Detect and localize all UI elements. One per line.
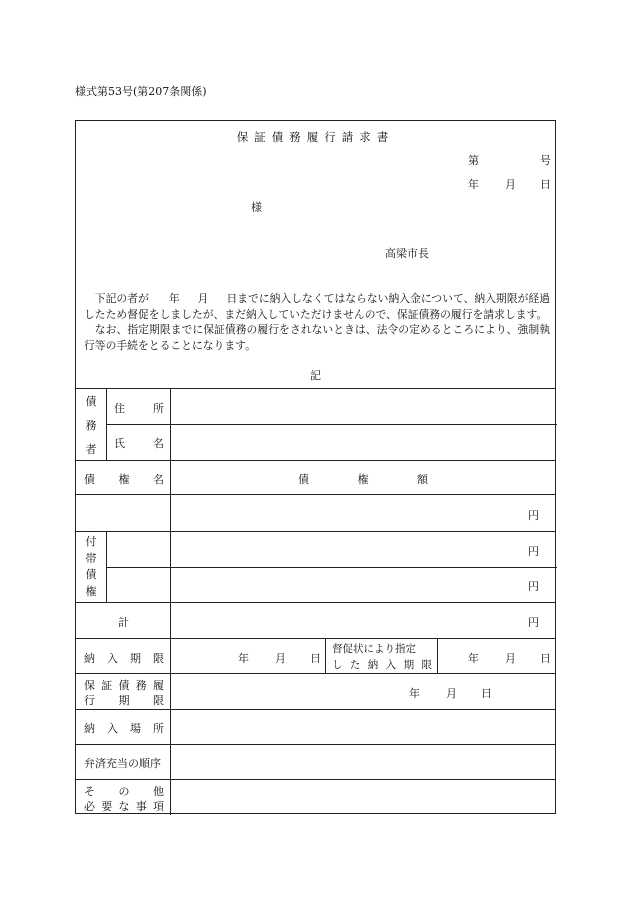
reminder-due-label-line1: 督促状により指定 <box>332 643 416 655</box>
guarantee-deadline-day: 日 <box>481 687 492 700</box>
date-month: 月 <box>505 178 516 191</box>
table-top-line <box>76 388 555 389</box>
address-field[interactable] <box>172 390 555 423</box>
ki-label: 記 <box>310 369 321 382</box>
date-day: 日 <box>540 178 551 191</box>
yen-unit: 円 <box>528 509 539 522</box>
guarantee-deadline-label-line1: 保 証 債 務 履 <box>84 679 164 692</box>
col-line <box>437 638 438 673</box>
body-paragraph-1: 下記の者が 年 月 日までに納入しなくてはならない納入金について、納入期限が経過したため督促をしましたが、まだ納入していただけませんので、保証債務の履行を請求します。 <box>84 292 551 321</box>
attached-claim-label: 付 帯 債 権 <box>85 535 97 598</box>
claim-amount-header: 債 権 額 <box>298 473 428 486</box>
other-matters-label-line1: そ の 他 <box>84 785 164 798</box>
col-line <box>106 388 107 460</box>
yen-unit: 円 <box>528 616 539 629</box>
repayment-order-field[interactable] <box>172 746 555 778</box>
debtor-label: 債 務 者 <box>85 395 97 456</box>
repayment-order-label: 弁済充当の順序 <box>84 757 161 770</box>
guarantee-deadline-label-line2: 行 期 限 <box>84 694 164 707</box>
row-line <box>76 494 555 495</box>
row-line-attached <box>106 567 557 568</box>
guarantee-deadline-month: 月 <box>446 687 457 700</box>
form-title: 保証債務履行請求書 <box>236 130 395 144</box>
body-paragraph-2: なお、指定期限までに保証債務の履行をされないときは、法令の定めるところにより、強制執行等の手続をとることになります。 <box>84 323 550 352</box>
other-matters-field[interactable] <box>172 781 555 813</box>
payment-place-field[interactable] <box>172 711 555 743</box>
row-line <box>76 779 555 780</box>
row-line <box>76 638 555 639</box>
col-line <box>325 638 326 673</box>
claim-name-field[interactable] <box>78 496 168 529</box>
col-line <box>170 388 171 815</box>
address-label: 住 所 <box>114 402 164 415</box>
yen-unit: 円 <box>528 545 539 558</box>
issuer: 高梁市長 <box>385 247 429 260</box>
reminder-due-day: 日 <box>540 652 551 665</box>
row-line <box>76 531 555 532</box>
reminder-due-label-line2: し た 納 入 期 限 <box>332 659 432 671</box>
due-date-label: 納 入 期 限 <box>84 652 164 665</box>
number-dai: 第 <box>468 154 479 167</box>
reminder-due-month: 月 <box>505 652 516 665</box>
form-frame <box>75 120 556 814</box>
other-matters-label-line2: 必 要 な 事 項 <box>84 800 164 813</box>
yen-unit: 円 <box>528 580 539 593</box>
row-line-address-name <box>106 424 557 425</box>
due-date-month: 月 <box>275 652 286 665</box>
payment-place-label: 納 入 場 所 <box>84 722 164 735</box>
name-field[interactable] <box>172 426 555 459</box>
body-text <box>84 291 550 353</box>
total-label: 計 <box>118 616 129 629</box>
row-line <box>76 744 555 745</box>
row-line <box>76 460 555 461</box>
guarantee-deadline-year: 年 <box>409 687 420 700</box>
row-line <box>76 602 555 603</box>
form-caption: 様式第53号(第207条関係) <box>75 85 207 98</box>
reminder-due-year: 年 <box>468 652 479 665</box>
row-line <box>76 673 555 674</box>
name-label: 氏 名 <box>114 437 164 450</box>
due-date-year: 年 <box>238 652 249 665</box>
number-go: 号 <box>540 154 551 167</box>
date-year: 年 <box>468 178 479 191</box>
addressee-suffix: 様 <box>251 201 262 214</box>
due-date-day: 日 <box>310 652 321 665</box>
row-line <box>76 709 555 710</box>
col-line <box>106 531 107 602</box>
claim-name-header: 債 権 名 <box>84 473 164 486</box>
